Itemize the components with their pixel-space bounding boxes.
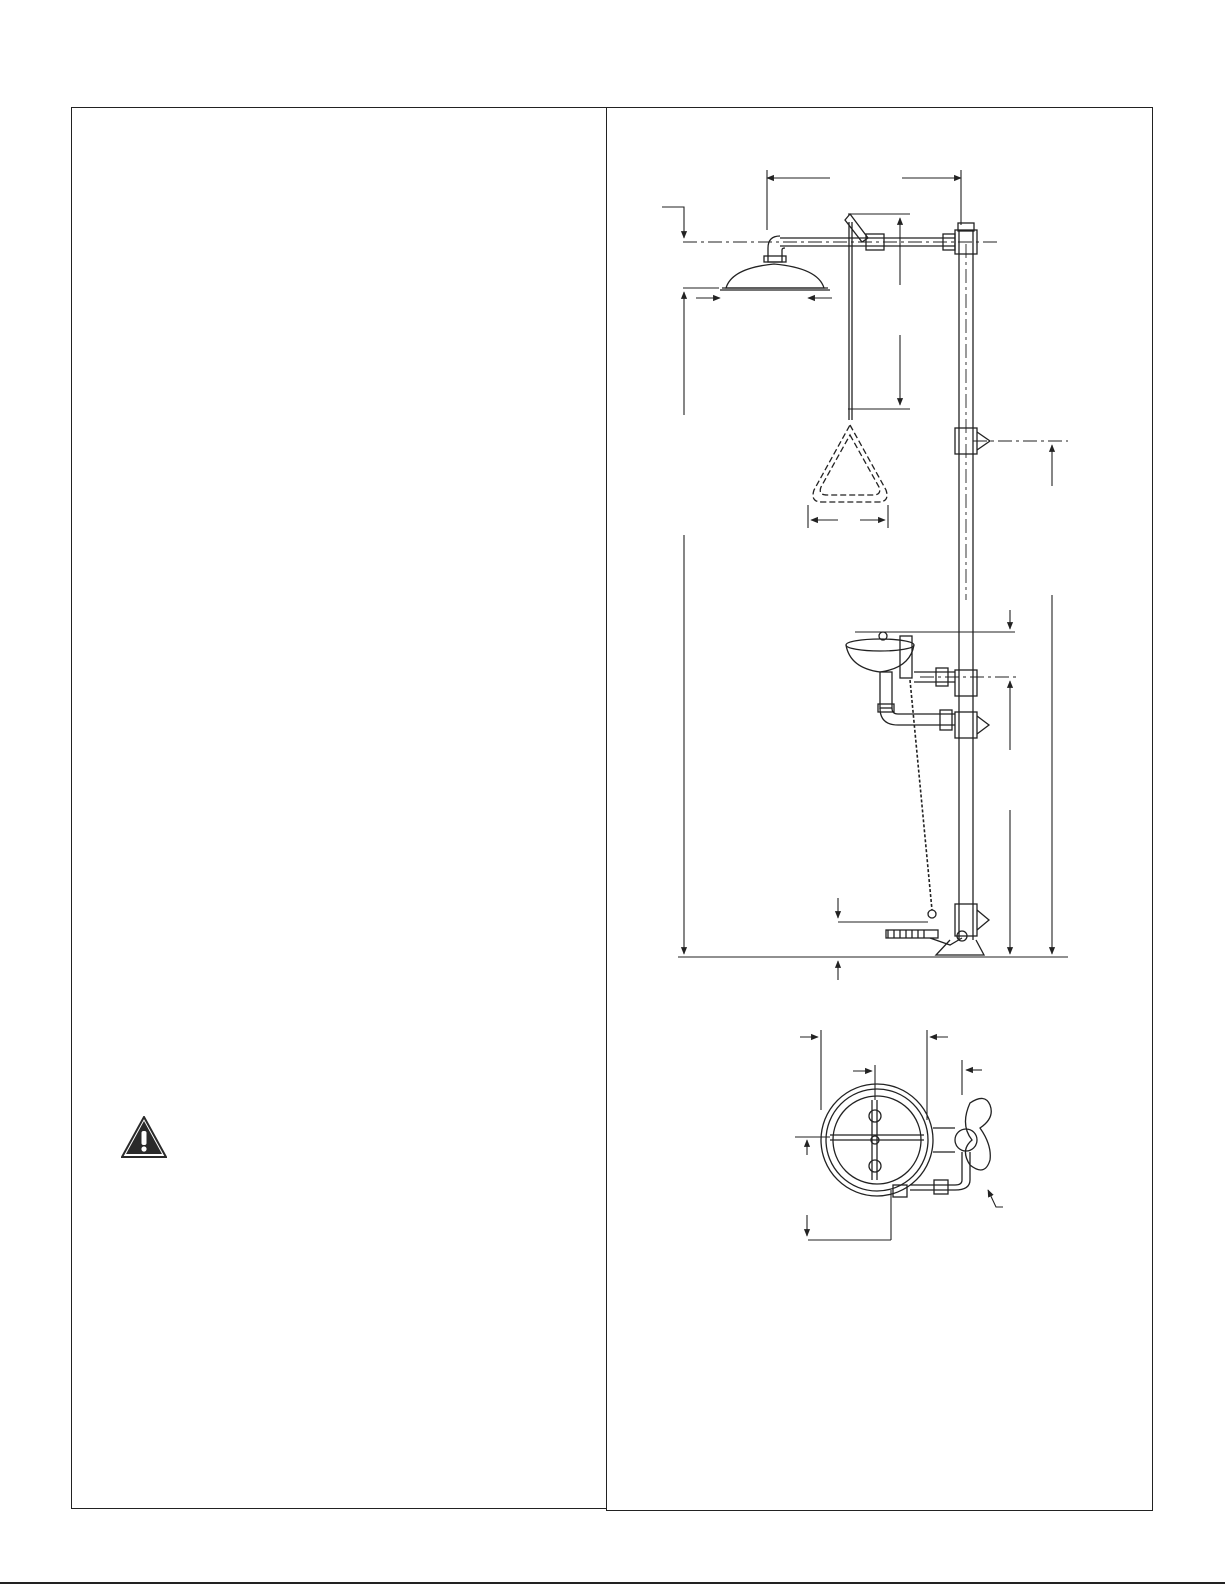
eyewash-bowl-assembly [846, 632, 955, 730]
plan-view [821, 1084, 991, 1197]
shower-head [720, 264, 830, 290]
pull-rod-and-triangle-handle [813, 214, 887, 502]
bottom-rule [0, 1582, 1225, 1584]
dimension-lines [662, 170, 1068, 980]
main-vertical-pipe [955, 223, 990, 940]
foot-treadle-and-chain [886, 680, 984, 955]
